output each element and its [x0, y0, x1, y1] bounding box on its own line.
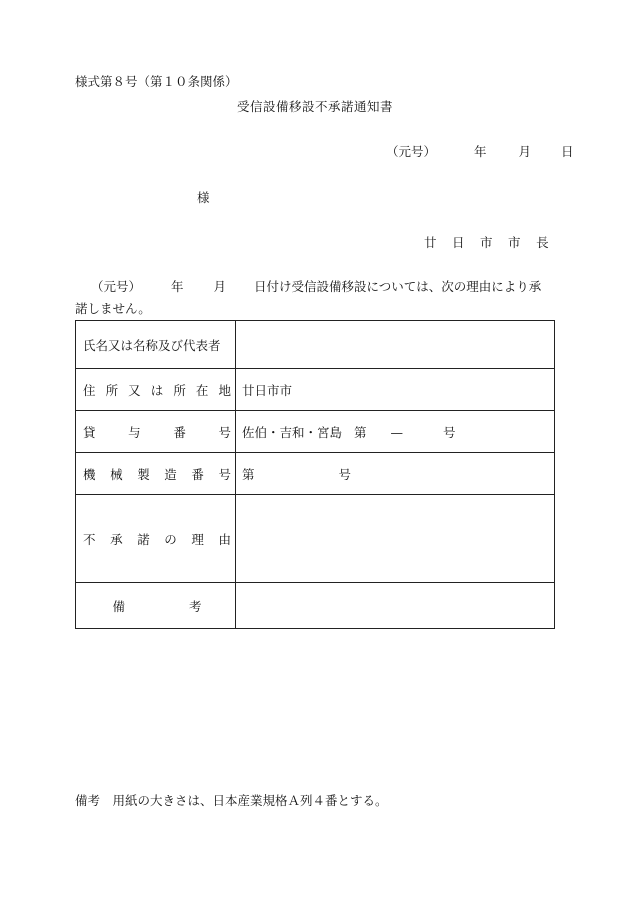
label-remarks	[76, 583, 236, 629]
issuer-char: 市	[508, 235, 522, 250]
issuer	[424, 233, 549, 251]
label-loan-number	[76, 411, 236, 453]
value-part: 号	[443, 424, 456, 440]
label-char: 番	[173, 424, 186, 440]
value-loan-number	[236, 411, 555, 453]
label-refusal-reason	[76, 495, 236, 583]
value-part: —	[390, 424, 404, 440]
label-char: 考	[189, 598, 202, 614]
date-line	[386, 142, 574, 160]
label-char: 承	[110, 531, 123, 547]
notice-table	[75, 320, 555, 629]
label-char: 械	[110, 466, 123, 482]
body-year: 年	[171, 279, 184, 294]
issuer-char: 市	[480, 235, 494, 250]
body-month: 月	[213, 279, 227, 294]
value-address: 廿日市市	[236, 369, 555, 411]
label-address	[76, 369, 236, 411]
form-number: 様式第８号（第１０条関係）	[75, 74, 238, 89]
label-char: 由	[218, 531, 231, 547]
document-title: 受信設備移設不承諾通知書	[236, 99, 393, 114]
label-machine-serial	[76, 453, 236, 495]
value-remarks	[236, 583, 555, 629]
value-part: 佐伯・吉和・宮島	[242, 424, 343, 440]
label-name-representative	[76, 321, 236, 369]
body-text-line1: 日付け受信設備移設については、次の理由により承	[254, 279, 542, 294]
label-char: は	[150, 382, 164, 398]
label-char: 所	[105, 382, 119, 398]
body-text-line2: 諾しません。	[75, 301, 151, 316]
label-char: 不	[83, 531, 96, 547]
label-char: 貸	[83, 424, 96, 440]
date-month: 月	[518, 144, 532, 159]
label-char: 諾	[137, 531, 150, 547]
label-char: 所	[173, 382, 186, 398]
table-row	[76, 583, 555, 629]
label-char: 造	[164, 466, 177, 482]
value-part: 号	[338, 466, 352, 482]
value-name-representative	[236, 321, 555, 369]
label-char: 番	[191, 466, 204, 482]
label-char: 理	[191, 531, 204, 547]
label-char: 住	[83, 382, 96, 398]
table-row	[76, 369, 555, 411]
label-char: 地	[218, 382, 231, 398]
footnote: 備考 用紙の大きさは、日本産業規格Ａ列４番とする。	[75, 793, 388, 808]
label-char: 号	[218, 424, 231, 440]
issuer-char: 廿	[424, 235, 438, 250]
table-row	[76, 411, 555, 453]
date-year: 年	[474, 144, 487, 159]
label-char: 与	[128, 424, 141, 440]
addressee-suffix: 様	[197, 190, 210, 205]
label-char: 在	[195, 382, 209, 398]
label-text: 氏名又は名称及び代表者	[83, 337, 221, 353]
label-char: 機	[83, 466, 96, 482]
date-day: 日	[561, 144, 574, 159]
label-char: 製	[137, 466, 150, 482]
value-machine-serial	[236, 453, 555, 495]
label-char: 号	[218, 466, 231, 482]
value-refusal-reason	[236, 495, 555, 583]
label-char: 備	[112, 598, 125, 614]
issuer-char: 日	[452, 235, 466, 250]
body-text	[75, 276, 555, 320]
table-row	[76, 321, 555, 369]
body-era: （元号）	[91, 279, 142, 294]
value-part: 第	[354, 424, 367, 440]
table-row	[76, 495, 555, 583]
label-char: 又	[128, 382, 141, 398]
date-era: （元号）	[386, 144, 437, 159]
table-row	[76, 453, 555, 495]
label-char: の	[164, 531, 177, 547]
value-part: 第	[242, 466, 255, 482]
issuer-char: 長	[536, 235, 550, 250]
